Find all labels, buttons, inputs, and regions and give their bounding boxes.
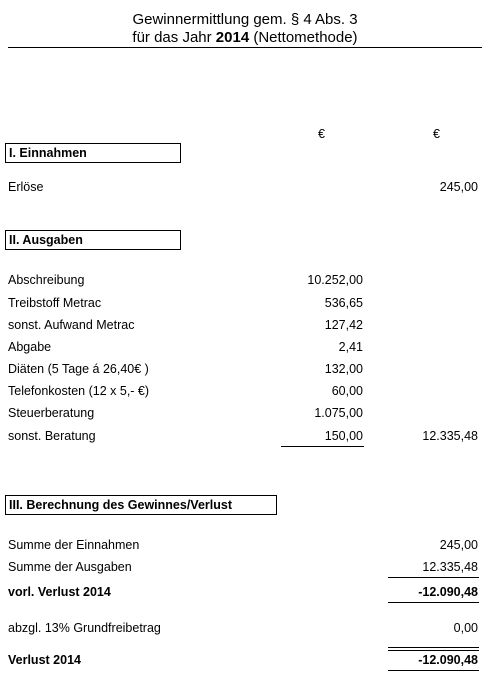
calc-value-summe-ausgaben: 12.335,48 bbox=[422, 560, 478, 574]
item-amount-abgabe: 2,41 bbox=[338, 340, 363, 354]
calc-label-grundfreibetrag: abzgl. 13% Grundfreibetrag bbox=[8, 621, 161, 635]
calc-label-verlust: Verlust 2014 bbox=[8, 653, 81, 667]
calc-value-verlust: -12.090,48 bbox=[418, 653, 478, 667]
item-label-diaeten: Diäten (5 Tage á 26,40€ ) bbox=[8, 362, 149, 376]
section-total-ausgaben: 12.335,48 bbox=[422, 429, 478, 443]
calc-label-summe-ausgaben: Summe der Ausgaben bbox=[8, 560, 132, 574]
calc-value-summe-einnahmen: 245,00 bbox=[439, 538, 478, 552]
title-prefix: für das Jahr bbox=[132, 29, 216, 46]
calc-label-summe-einnahmen: Summe der Einnahmen bbox=[8, 538, 140, 552]
section-heading-ausgaben: II. Ausgaben bbox=[5, 230, 181, 250]
final-double-rule-bottom bbox=[388, 650, 479, 651]
item-amount-telefonkosten: 60,00 bbox=[331, 384, 363, 398]
item-label-sonst-beratung: sonst. Beratung bbox=[8, 429, 96, 443]
item-label-abgabe: Abgabe bbox=[8, 340, 52, 354]
title-suffix: (Nettomethode) bbox=[249, 29, 358, 46]
final-double-rule-top bbox=[388, 647, 479, 648]
currency-header-col2: € bbox=[433, 127, 440, 141]
item-amount-abschreibung: 10.252,00 bbox=[307, 273, 363, 287]
item-label-telefonkosten: Telefonkosten (12 x 5,- €) bbox=[8, 384, 150, 398]
currency-header-col1: € bbox=[318, 127, 325, 141]
item-label-abschreibung: Abschreibung bbox=[8, 273, 85, 287]
calc-label-vorl-verlust: vorl. Verlust 2014 bbox=[8, 585, 111, 599]
item-label-sonst-aufwand: sonst. Aufwand Metrac bbox=[8, 318, 135, 332]
section-heading-einnahmen: I. Einnahmen bbox=[5, 143, 181, 163]
title-line-1: Gewinnermittlung gem. § 4 Abs. 3 bbox=[132, 11, 358, 28]
calc-value-grundfreibetrag: 0,00 bbox=[453, 621, 478, 635]
title-rule bbox=[8, 47, 482, 48]
title-line-2 bbox=[0, 29, 490, 46]
calc-value-vorl-verlust: -12.090,48 bbox=[418, 585, 478, 599]
item-label-treibstoff: Treibstoff Metrac bbox=[8, 296, 102, 310]
item-amount-diaeten: 132,00 bbox=[324, 362, 363, 376]
item-label-erloese: Erlöse bbox=[8, 180, 44, 194]
item-label-steuerberatung: Steuerberatung bbox=[8, 406, 95, 420]
subtotal-rule bbox=[281, 446, 364, 447]
section-heading-berechnung: III. Berechnung des Gewinnes/Verlust bbox=[5, 495, 277, 515]
final-rule-under bbox=[388, 670, 479, 671]
item-amount-sonst-aufwand: 127,42 bbox=[324, 318, 363, 332]
sum-rule bbox=[388, 577, 479, 578]
item-amount-steuerberatung: 1.075,00 bbox=[314, 406, 363, 420]
item-amount-sonst-beratung: 150,00 bbox=[324, 429, 363, 443]
vorl-verlust-rule bbox=[388, 602, 479, 603]
item-total-erloese: 245,00 bbox=[439, 180, 478, 194]
title-year: 2014 bbox=[215, 29, 250, 46]
item-amount-treibstoff: 536,65 bbox=[324, 296, 363, 310]
